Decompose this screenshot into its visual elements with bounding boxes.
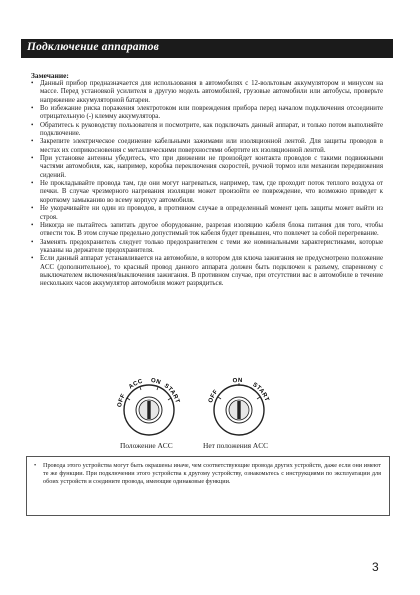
ignition-switch-acc-diagram xyxy=(111,372,187,436)
remark-item: • Если данный аппарат устанавливается на автомобиле, в котором для ключа зажигания не предусмотрено положение ACC (дополнительное), то красный провод данного аппарата должен быть подключен к разъему, спаренному с выключателем включения/выключения зажигания. В противном случае, при отсутствии вас в автомобиле в течение нескольких часов аккумулятор автомобиля может разрядиться. xyxy=(31,255,383,288)
ignition-switch-no-acc-figure xyxy=(201,372,277,436)
switch-mark-on: ON xyxy=(232,377,243,385)
ignition-switch-acc-figure xyxy=(111,372,187,436)
switch-mark-on: ON xyxy=(150,377,162,387)
remark-item: • Никогда не пытайтесь запитать другое оборудование, разрезая изоляцию кабеля блока питания для того, чтобы отвести ток. В этом случае предельно допустимый ток кабеля будет превышен, что повлечет за собой перегревание. xyxy=(31,222,383,239)
remark-item: • Данный прибор предназначается для использования в автомобилях с 12-вольтовым аккумулятором и минусом на массе. Перед установкой усилителя в другую модель автомобилей, грузовые автомобили или автобусы, проверьте напряжение аккумуляторной батареи. xyxy=(31,80,383,105)
remark-item: • Не укорачивайте ни один из проводов, в противном случае в определенный момент цепь защиты может выйти из строя. xyxy=(31,205,383,222)
wiring-color-note-text: Провода этого устройства могут быть окрашены иначе, чем соответствующие провода других устройств, даже если они имеют те же функции. При подключении этого устройства к другому устройству, ознакомьтесь с инструкциями по эксплуатации для обоих устройств и соедините провода, имеющие одинаковые функции. xyxy=(43,462,381,485)
svg-text:ON xyxy=(232,378,242,385)
remark-heading: Замечание: xyxy=(31,71,69,80)
svg-text:START xyxy=(251,382,269,402)
switch-mark-start: START xyxy=(162,383,181,405)
remark-item: • Закрепите электрическое соединение кабельными зажимами или изоляционной лентой. Для защиты проводов в местах их соприкосновения с металлическими поверхностями обертите их изоляционной лентой. xyxy=(31,138,383,155)
switch-mark-off: OFF xyxy=(117,393,128,408)
section-title: Подключение аппаратов xyxy=(27,41,160,53)
remark-item: • При установке антенны убедитесь, что при движении не произойдет контакта проводов с такими подвижными частями автомобиля, как, например, коробка переключения скоростей, ручной тормоз или механизм передвижения сидений. xyxy=(31,155,383,180)
switch-mark-acc: ACC xyxy=(128,378,144,391)
remark-item: • Обратитесь к руководству пользователя и посмотрите, как подключать данный аппарат, и только потом выполняйте подключение. xyxy=(31,122,383,139)
svg-text:START xyxy=(163,383,180,404)
caption-with-acc: Положение ACC xyxy=(120,441,173,450)
remark-list xyxy=(31,80,383,289)
caption-without-acc: Нет положения ACC xyxy=(203,441,269,450)
wiring-color-note xyxy=(26,456,390,516)
bullet-icon: • xyxy=(34,462,37,469)
section-header xyxy=(21,39,393,58)
switch-mark-off: OFF xyxy=(207,388,220,404)
page-number: 3 xyxy=(372,560,379,574)
remark-item: • Заменять предохранитель следует только предохранителем с теми же номинальными характеристиками, которые указаны на держателе предохранителя. xyxy=(31,239,383,256)
ignition-switch-no-acc-diagram xyxy=(201,372,277,436)
remark-item: • Не прокладывайте провода там, где они могут нагреваться, например, там, где проходит поток теплого воздуха от печки. В случае чрезмерного нагревания изоляции может произойти ее повреждение, что возможно приведет к короткому замыканию во всему корпусу автомобиля. xyxy=(31,180,383,205)
remark-item: • Во избежание риска поражения электротоком или повреждения прибора перед началом подключения отсоедините отрицательную (-) клемму аккумулятора. xyxy=(31,105,383,122)
switch-mark-start: START xyxy=(251,382,270,403)
